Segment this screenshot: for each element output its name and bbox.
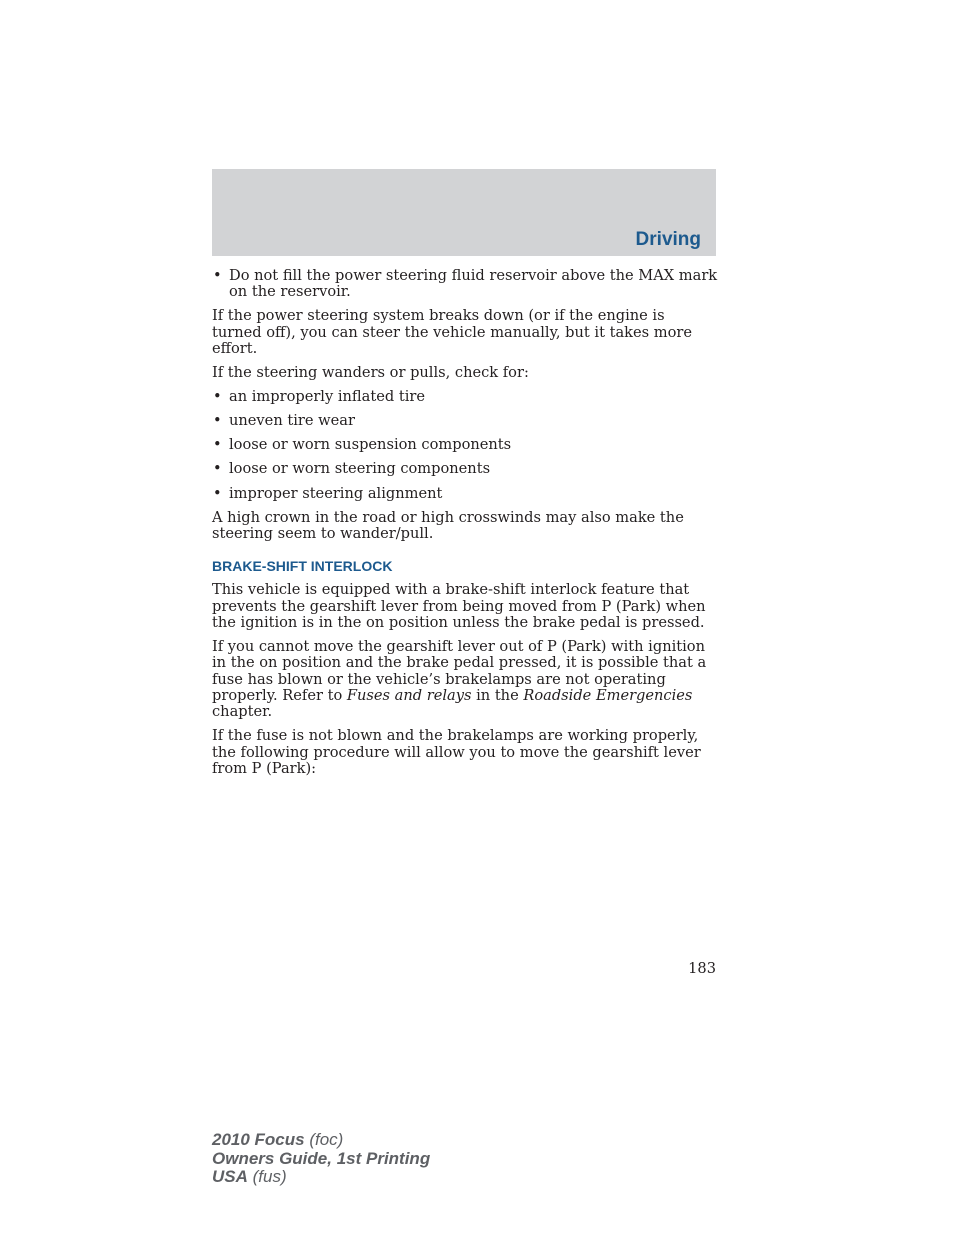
- footer: [212, 1131, 430, 1187]
- footer-line: [212, 1131, 430, 1150]
- paragraph: This vehicle is equipped with a brake-shift interlock feature that prevents the gearshift lever from being moved from P (Park) when the ignition is in the on position unless the brake pedal is pressed.: [212, 581, 706, 631]
- footer-model: 2010 Focus: [212, 1130, 305, 1149]
- footer-region: USA: [212, 1167, 248, 1186]
- footer-code: (fus): [247, 1167, 287, 1186]
- list-item-text: an improperly inflated tire: [229, 388, 425, 406]
- bullet-icon: •: [213, 267, 222, 284]
- paragraph-text: chapter.: [212, 703, 273, 721]
- list-item: [212, 461, 718, 477]
- cross-reference: Roadside Emergencies: [523, 686, 693, 704]
- bullet-icon: •: [213, 484, 222, 502]
- section-title: Driving: [635, 229, 701, 250]
- footer-code: (foc): [304, 1130, 344, 1149]
- footer-line: [212, 1168, 430, 1187]
- paragraph-text: If you cannot move the gearshift lever out of P (Park) with ignition in the on position and the brake pedal pressed, it is possible that a fuse has blown or the vehicle’s brakelamps are not operating properly. Refer to: [212, 637, 707, 704]
- footer-line: Owners Guide, 1st Printing: [212, 1148, 431, 1168]
- paragraph: If the power steering system breaks down (or if the engine is turned off), you can steer the vehicle manually, but it takes more effort.: [212, 307, 692, 357]
- paragraph: A high crown in the road or high crosswinds may also make the steering seem to wander/pull.: [212, 508, 684, 542]
- cross-reference: Fuses and relays: [346, 686, 472, 704]
- list-item: [212, 389, 718, 405]
- list-item-text: Do not fill the power steering fluid reservoir above the MAX mark on the reservoir.: [229, 267, 718, 301]
- bullet-icon: •: [213, 412, 222, 430]
- section-header-band: [212, 169, 716, 256]
- page-number: 183: [688, 960, 716, 977]
- paragraph: If the steering wanders or pulls, check for:: [212, 364, 529, 382]
- list-item: [212, 268, 718, 301]
- bullet-icon: •: [213, 388, 222, 406]
- paragraph-text: in the: [471, 686, 524, 704]
- bullet-icon: •: [213, 460, 222, 478]
- subheading: BRAKE-SHIFT INTERLOCK: [212, 558, 393, 575]
- list-item: [212, 486, 718, 502]
- paragraph: [212, 639, 718, 720]
- list-item-text: loose or worn suspension components: [229, 436, 512, 454]
- list-item-text: improper steering alignment: [229, 484, 443, 502]
- list-item-text: uneven tire wear: [229, 412, 355, 430]
- page-content: [212, 268, 718, 785]
- bullet-icon: •: [213, 436, 222, 454]
- list-item-text: loose or worn steering components: [229, 460, 491, 478]
- list-item: [212, 413, 718, 429]
- list-item: [212, 437, 718, 453]
- paragraph: If the fuse is not blown and the brakelamps are working properly, the following procedure will allow you to move the gearshift lever from P (Park):: [212, 727, 701, 777]
